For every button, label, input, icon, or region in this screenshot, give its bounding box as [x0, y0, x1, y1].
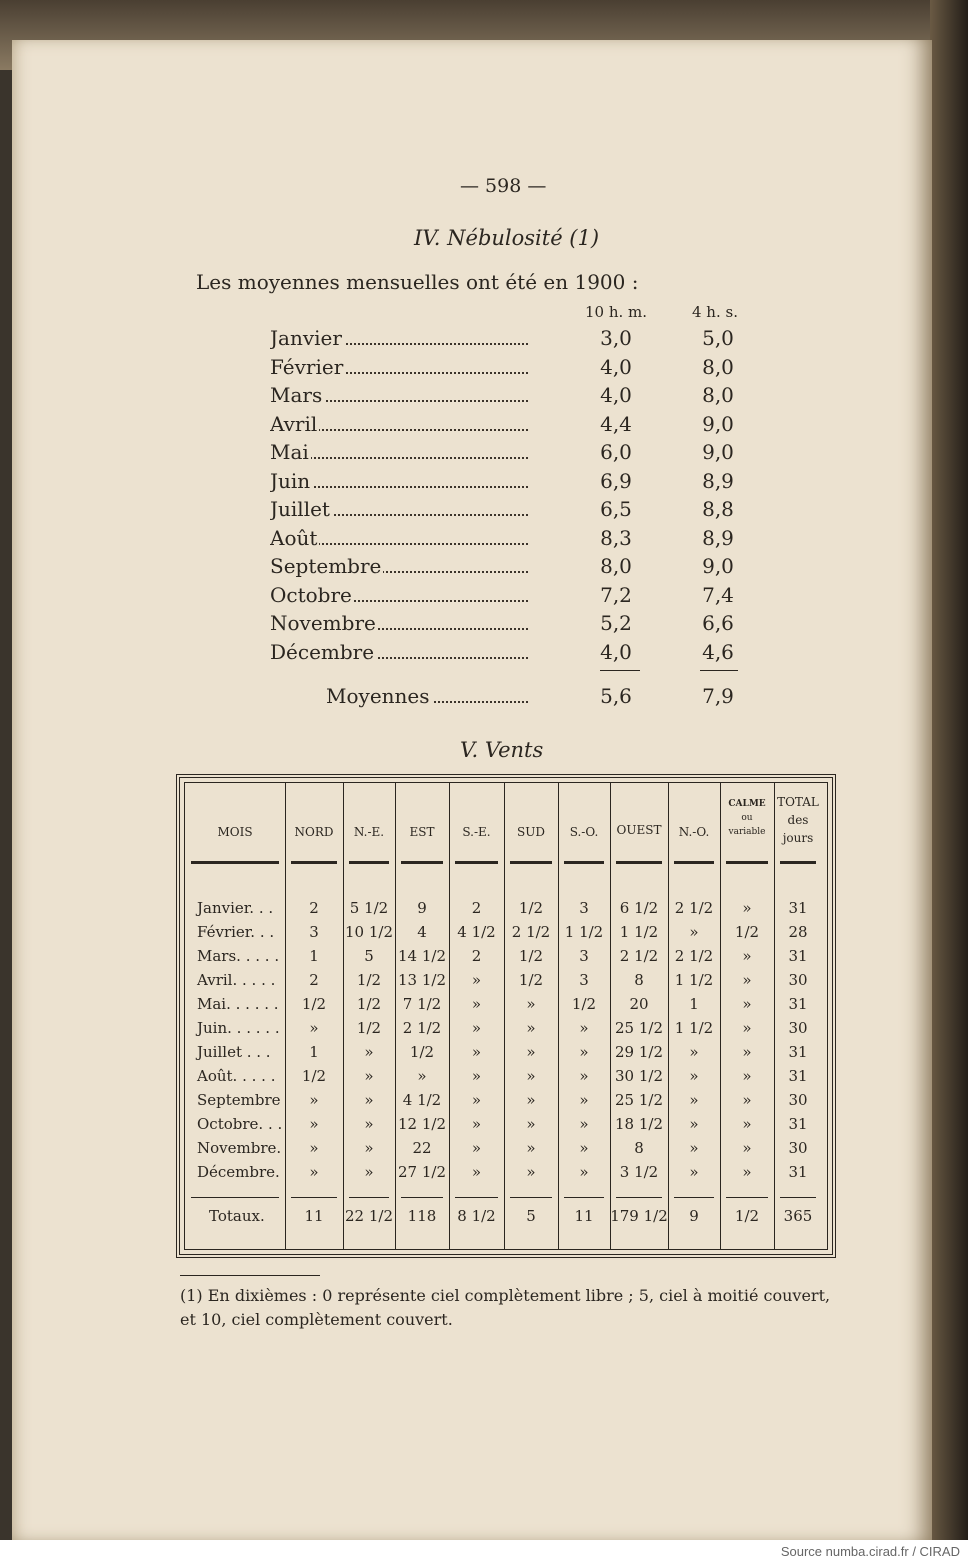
header-total-line2: des: [787, 813, 809, 827]
winds-month-label: Novembre.: [197, 1139, 282, 1157]
winds-cell: »: [309, 1091, 319, 1109]
winds-cell: 2: [471, 947, 482, 965]
nebulosite-row-label: Août: [270, 526, 528, 550]
winds-cell: »: [471, 1043, 482, 1061]
winds-month-label: Janvier. . .: [197, 899, 274, 917]
header-calme: [720, 797, 774, 839]
winds-cell: »: [579, 1067, 589, 1085]
winds-cell: 10 1/2: [345, 923, 393, 941]
winds-cell: »: [526, 1019, 536, 1037]
winds-cell: 1/2: [356, 971, 382, 989]
totals-cell: 5: [526, 1207, 536, 1225]
source-credit: Source numba.cirad.fr / CIRAD: [780, 1544, 960, 1559]
header-total-line1: TOTAL: [777, 795, 819, 809]
winds-cell: 31: [788, 899, 808, 917]
winds-cell: 1/2: [518, 899, 544, 917]
nebulosite-row-label: Mai: [270, 440, 528, 464]
mean-label: Moyennes: [326, 684, 528, 708]
winds-cell: »: [579, 1139, 589, 1157]
totals-label: Totaux.: [209, 1207, 265, 1225]
book-spine-edge: [930, 0, 968, 1566]
header-underline: [674, 861, 714, 864]
winds-cell: 13 1/2: [398, 971, 446, 989]
winds-cell: 31: [788, 1163, 808, 1181]
winds-cell: 31: [788, 1115, 808, 1133]
winds-cell: 30: [788, 1139, 808, 1157]
footnote: [180, 1284, 840, 1332]
winds-cell: 2 1/2: [402, 1019, 442, 1037]
nebulosite-value-am: 6,9: [600, 469, 632, 493]
winds-cell: 30 1/2: [615, 1067, 663, 1085]
header-calme-line1: CALME: [728, 799, 766, 809]
winds-cell: 2 1/2: [674, 899, 714, 917]
winds-cell: »: [742, 947, 752, 965]
winds-cell: 1/2: [734, 923, 760, 941]
nebulosite-value-pm: 9,0: [702, 554, 734, 578]
winds-month-label: Octobre. . .: [197, 1115, 283, 1133]
column-header-morning: 10 h. m.: [585, 303, 648, 321]
winds-cell: 1: [309, 947, 319, 965]
nebulosite-value-am: 7,2: [600, 583, 632, 607]
totals-rule: [510, 1197, 552, 1198]
winds-cell: 1 1/2: [564, 923, 604, 941]
winds-month-label: Août. . . . .: [197, 1067, 276, 1085]
winds-cell: 1/2: [301, 995, 327, 1013]
winds-cell: 1/2: [518, 947, 544, 965]
totals-cell: 179 1/2: [610, 1207, 668, 1225]
winds-cell: 1 1/2: [674, 1019, 714, 1037]
winds-cell: »: [309, 1139, 319, 1157]
winds-cell: 8: [634, 1139, 644, 1157]
header-calme-line2: ou: [741, 813, 753, 823]
header-mois: MOIS: [217, 825, 253, 839]
sum-rule-am: [600, 670, 640, 671]
winds-table-body: [184, 782, 828, 1250]
nebulosite-value-pm: 9,0: [702, 440, 734, 464]
winds-cell: 8: [634, 971, 644, 989]
winds-cell: 20: [629, 995, 649, 1013]
winds-cell: »: [471, 971, 482, 989]
winds-cell: 25 1/2: [615, 1019, 663, 1037]
intro-text: Les moyennes mensuelles ont été en 1900 :: [196, 270, 639, 294]
nebulosite-value-am: 4,0: [600, 383, 632, 407]
header-total: [774, 793, 822, 847]
nebulosite-value-am: 6,5: [600, 497, 632, 521]
header-underline: [191, 861, 279, 864]
winds-cell: 27 1/2: [398, 1163, 446, 1181]
winds-cell: 4 1/2: [402, 1091, 442, 1109]
winds-cell: 7 1/2: [402, 995, 442, 1013]
winds-month-label: Juillet . . .: [197, 1043, 271, 1061]
winds-cell: »: [742, 971, 752, 989]
nebulosite-row-label: Janvier: [270, 326, 528, 350]
nebulosite-value-pm: 7,4: [702, 583, 734, 607]
totals-rule: [674, 1197, 714, 1198]
winds-cell: »: [309, 1115, 319, 1133]
winds-cell: »: [364, 1043, 374, 1061]
totals-rule: [726, 1197, 768, 1198]
nebulosite-value-am: 5,2: [600, 611, 632, 635]
header-underline: [564, 861, 604, 864]
winds-cell: »: [364, 1139, 374, 1157]
header-so: S.-O.: [569, 825, 599, 839]
totals-rule: [401, 1197, 443, 1198]
nebulosite-row-label: Novembre: [270, 611, 528, 635]
nebulosite-value-pm: 8,9: [702, 526, 734, 550]
mean-value-pm: 7,9: [702, 684, 734, 708]
winds-cell: »: [526, 1163, 536, 1181]
totals-rule: [291, 1197, 337, 1198]
winds-month-label: Juin. . . . . .: [197, 1019, 280, 1037]
nebulosite-value-am: 8,0: [600, 554, 632, 578]
winds-month-label: Février. . .: [197, 923, 275, 941]
winds-cell: 1 1/2: [619, 923, 659, 941]
winds-cell: »: [471, 1139, 482, 1157]
winds-cell: »: [579, 1043, 589, 1061]
winds-cell: 2: [309, 899, 319, 917]
section-title-nebulosite: IV. Nébulosité (1): [414, 226, 600, 250]
winds-cell: 29 1/2: [615, 1043, 663, 1061]
winds-cell: »: [364, 1115, 374, 1133]
winds-cell: 1/2: [301, 1067, 327, 1085]
winds-cell: 4: [417, 923, 427, 941]
footnote-line-2: et 10, ciel complètement couvert.: [180, 1310, 453, 1329]
winds-cell: 31: [788, 947, 808, 965]
winds-cell: 3: [579, 947, 589, 965]
totals-cell: 365: [783, 1207, 813, 1225]
winds-cell: 25 1/2: [615, 1091, 663, 1109]
winds-cell: 12 1/2: [398, 1115, 446, 1133]
winds-cell: »: [526, 995, 536, 1013]
winds-cell: 2 1/2: [511, 923, 551, 941]
winds-cell: »: [526, 1139, 536, 1157]
winds-cell: »: [471, 1067, 482, 1085]
header-underline: [780, 861, 816, 864]
nebulosite-value-am: 3,0: [600, 326, 632, 350]
winds-cell: 5: [364, 947, 374, 965]
winds-cell: »: [471, 995, 482, 1013]
header-nord: NORD: [294, 825, 334, 839]
winds-cell: »: [579, 1163, 589, 1181]
winds-cell: »: [471, 1115, 482, 1133]
totals-cell: 22 1/2: [345, 1207, 393, 1225]
winds-cell: 2: [309, 971, 319, 989]
header-ouest: OUEST: [616, 823, 662, 837]
winds-cell: »: [742, 995, 752, 1013]
winds-cell: 9: [417, 899, 427, 917]
winds-month-label: Mai. . . . . .: [197, 995, 279, 1013]
header-se: S.-E.: [462, 825, 491, 839]
winds-cell: »: [471, 1163, 482, 1181]
header-ne: N.-E.: [353, 825, 385, 839]
winds-cell: 4 1/2: [457, 923, 496, 941]
winds-cell: 1: [689, 995, 699, 1013]
winds-cell: 2 1/2: [619, 947, 659, 965]
winds-cell: 3 1/2: [619, 1163, 659, 1181]
winds-cell: »: [742, 1067, 752, 1085]
winds-cell: 1: [309, 1043, 319, 1061]
winds-cell: 1/2: [356, 1019, 382, 1037]
winds-cell: »: [689, 1091, 699, 1109]
header-underline: [726, 861, 768, 864]
totals-cell: 1/2: [734, 1207, 760, 1225]
winds-cell: 31: [788, 1043, 808, 1061]
winds-cell: »: [742, 1139, 752, 1157]
nebulosite-value-am: 6,0: [600, 440, 632, 464]
header-no: N.-O.: [678, 825, 710, 839]
nebulosite-value-am: 8,3: [600, 526, 632, 550]
nebulosite-row-label: Mars: [270, 383, 528, 407]
winds-cell: 1 1/2: [674, 971, 714, 989]
winds-cell: 6 1/2: [619, 899, 659, 917]
totals-cell: 9: [689, 1207, 699, 1225]
nebulosite-row-label: Avril: [270, 412, 528, 436]
winds-cell: »: [689, 923, 699, 941]
footnote-rule: [180, 1275, 320, 1276]
winds-cell: 30: [788, 971, 808, 989]
winds-cell: 14 1/2: [398, 947, 446, 965]
nebulosite-value-pm: 8,8: [702, 497, 734, 521]
winds-cell: »: [526, 1043, 536, 1061]
nebulosite-value-pm: 8,0: [702, 355, 734, 379]
header-sud: SUD: [517, 825, 545, 839]
winds-cell: »: [742, 1091, 752, 1109]
totals-rule: [564, 1197, 604, 1198]
winds-month-label: Mars. . . . .: [197, 947, 280, 965]
column-header-afternoon: 4 h. s.: [692, 303, 738, 321]
winds-cell: 2 1/2: [674, 947, 714, 965]
section-title-vents: V. Vents: [460, 738, 544, 762]
winds-cell: 1/2: [356, 995, 382, 1013]
winds-cell: »: [471, 1091, 482, 1109]
totals-cell: 118: [407, 1207, 437, 1225]
winds-cell: »: [309, 1019, 319, 1037]
winds-cell: »: [689, 1163, 699, 1181]
nebulosite-row-label: Juin: [270, 469, 528, 493]
totals-rule: [191, 1197, 279, 1198]
winds-cell: »: [579, 1091, 589, 1109]
header-underline: [349, 861, 389, 864]
nebulosite-row-label: Décembre: [270, 640, 528, 664]
winds-cell: »: [364, 1091, 374, 1109]
winds-cell: »: [689, 1067, 699, 1085]
header-est: EST: [409, 825, 435, 839]
winds-cell: 3: [579, 971, 589, 989]
totals-cell: 8 1/2: [457, 1207, 496, 1225]
winds-cell: »: [742, 1043, 752, 1061]
winds-cell: 31: [788, 995, 808, 1013]
nebulosite-value-am: 4,0: [600, 640, 632, 664]
winds-cell: »: [579, 1115, 589, 1133]
winds-cell: »: [742, 899, 752, 917]
winds-cell: »: [417, 1067, 427, 1085]
winds-cell: »: [689, 1139, 699, 1157]
nebulosite-value-am: 4,4: [600, 412, 632, 436]
winds-cell: 22: [412, 1139, 432, 1157]
winds-cell: »: [526, 1067, 536, 1085]
winds-cell: »: [689, 1115, 699, 1133]
nebulosite-value-pm: 8,0: [702, 383, 734, 407]
winds-cell: 28: [788, 923, 808, 941]
header-total-line3: jours: [782, 831, 814, 845]
winds-cell: »: [364, 1067, 374, 1085]
nebulosite-value-pm: 6,6: [702, 611, 734, 635]
header-underline: [401, 861, 443, 864]
winds-cell: 1/2: [518, 971, 544, 989]
winds-cell: 3: [579, 899, 589, 917]
winds-cell: 1/2: [571, 995, 597, 1013]
winds-cell: 2: [471, 899, 482, 917]
winds-month-label: Avril. . . . .: [197, 971, 276, 989]
totals-cell: 11: [304, 1207, 324, 1225]
nebulosite-value-am: 4,0: [600, 355, 632, 379]
winds-cell: »: [742, 1019, 752, 1037]
winds-cell: »: [309, 1163, 319, 1181]
nebulosite-value-pm: 8,9: [702, 469, 734, 493]
totals-rule: [349, 1197, 389, 1198]
winds-cell: »: [579, 1019, 589, 1037]
header-underline: [455, 861, 498, 864]
nebulosite-value-pm: 9,0: [702, 412, 734, 436]
nebulosite-value-pm: 4,6: [702, 640, 734, 664]
winds-month-label: Septembre: [197, 1091, 281, 1109]
totals-rule: [780, 1197, 816, 1198]
winds-cell: »: [689, 1043, 699, 1061]
nebulosite-row-label: Juillet: [270, 497, 528, 521]
winds-month-label: Décembre.: [197, 1163, 280, 1181]
nebulosite-row-label: Février: [270, 355, 528, 379]
mean-value-am: 5,6: [600, 684, 632, 708]
nebulosite-row-label: Septembre: [270, 554, 528, 578]
header-underline: [291, 861, 337, 864]
sum-rule-pm: [700, 670, 738, 671]
totals-rule: [616, 1197, 662, 1198]
winds-cell: 30: [788, 1019, 808, 1037]
winds-cell: »: [742, 1163, 752, 1181]
winds-cell: 18 1/2: [615, 1115, 663, 1133]
page-number: — 598 —: [460, 175, 547, 197]
winds-cell: »: [526, 1091, 536, 1109]
winds-cell: »: [742, 1115, 752, 1133]
winds-cell: »: [526, 1115, 536, 1133]
winds-cell: »: [471, 1019, 482, 1037]
header-underline: [510, 861, 552, 864]
winds-table: [176, 774, 836, 1258]
header-calme-line3: variable: [728, 827, 766, 837]
winds-cell: 3: [309, 923, 319, 941]
totals-cell: 11: [574, 1207, 594, 1225]
winds-cell: 30: [788, 1091, 808, 1109]
nebulosite-value-pm: 5,0: [702, 326, 734, 350]
footnote-line-1: (1) En dixièmes : 0 représente ciel complètement libre ; 5, ciel à moitié couvert,: [180, 1286, 831, 1305]
winds-cell: »: [364, 1163, 374, 1181]
header-underline: [616, 861, 662, 864]
nebulosite-row-label: Octobre: [270, 583, 528, 607]
winds-cell: 31: [788, 1067, 808, 1085]
winds-cell: 5 1/2: [349, 899, 389, 917]
winds-cell: 1/2: [409, 1043, 435, 1061]
totals-rule: [455, 1197, 498, 1198]
